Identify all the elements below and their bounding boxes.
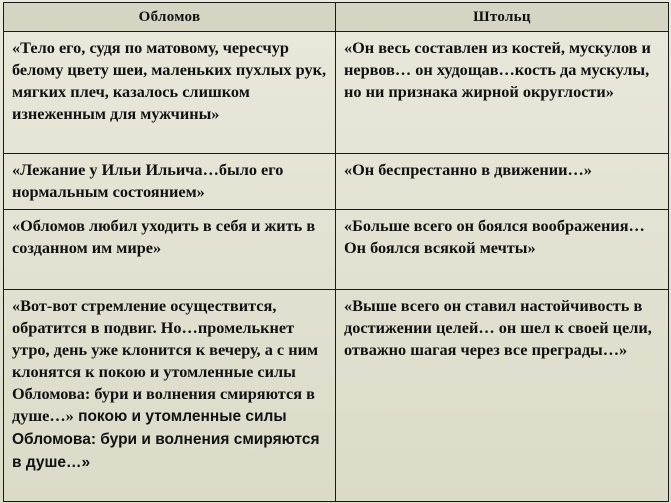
oblomov-aspiration-quote: «Вот-вот стремление осуществится, обратится в подвиг. Но…промелькнет утро, день уже клонится к вечеру, а с ним клонятся к покою и утомленные силы Обломова: бури и волнения смиряются в душе…» [12,296,319,425]
stolz-persistence-quote: «Выше всего он ставил настойчивость в достижении целей… он шел к своей цели, отважно шагая через все преграды…» [336,290,669,502]
comparison-table [3,2,669,502]
oblomov-aspiration-tail: покою и утомленные силы Обломова: бури и волнения смиряются в душе…» [12,408,320,471]
table-row [4,32,669,154]
oblomov-appearance-quote: «Тело его, судя по матовому, чересчур белому цвету шеи, маленьких пухлых рук, мягких плеч, казалось слишком изнеженным для мужчины» [4,32,336,154]
stolz-imagination-quote: «Больше всего он боялся воображения…Он боялся всякой мечты» [336,210,669,290]
oblomov-aspiration-cell [4,290,336,502]
table-row [4,154,669,210]
table-row [4,210,669,290]
header-row [4,3,669,32]
header-oblomov: Обломов [4,3,336,32]
header-stolz: Штольц [336,3,669,32]
stolz-appearance-quote: «Он весь составлен из костей, мускулов и нервов… он худощав…кость да мускулы, но ни признака жирной округлости» [336,32,669,154]
oblomov-lying-quote: «Лежание у Ильи Ильича…было его нормальным состоянием» [4,154,336,210]
stolz-movement-quote: «Он беспрестанно в движении…» [336,154,669,210]
comparison-table-container [3,2,668,496]
oblomov-inner-world-quote: «Обломов любил уходить в себя и жить в созданном им мире» [4,210,336,290]
table-row [4,290,669,502]
